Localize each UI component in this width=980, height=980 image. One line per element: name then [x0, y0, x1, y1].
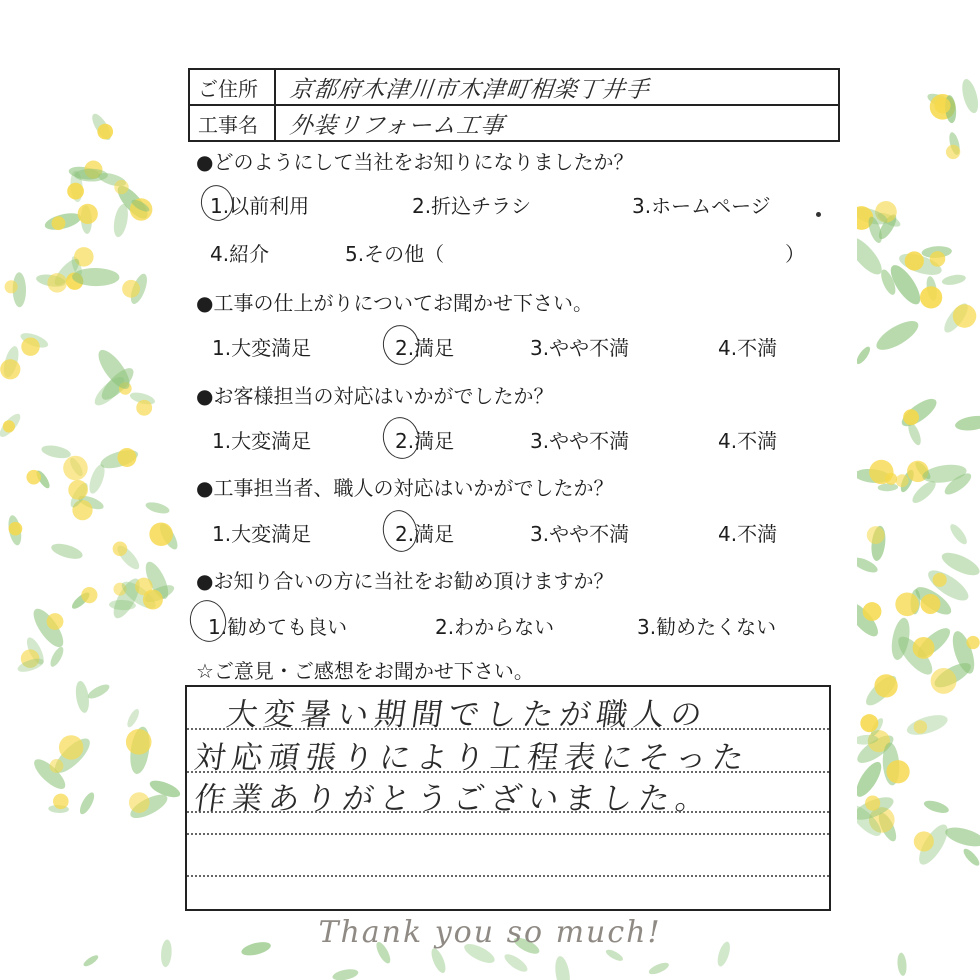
- address-label: ご住所: [190, 70, 276, 104]
- flower-decoration: [136, 400, 152, 416]
- leaf-decoration: [947, 522, 969, 547]
- flower-decoration: [0, 359, 20, 379]
- flower-decoration: [920, 594, 940, 614]
- q1-option-2: 2.折込チラシ: [412, 194, 532, 218]
- leaf-decoration: [48, 645, 66, 668]
- leaf-decoration: [50, 541, 85, 562]
- flower-decoration: [913, 637, 935, 659]
- stray-ink-dot: [816, 212, 821, 217]
- flower-decoration: [874, 674, 897, 697]
- flower-decoration: [896, 474, 909, 487]
- flower-decoration: [78, 204, 98, 224]
- address-row: [190, 70, 838, 106]
- comment-rule: [187, 875, 829, 877]
- flower-decoration: [50, 759, 64, 773]
- leaf-decoration: [331, 967, 359, 980]
- q4-option-2: 2.満足: [395, 522, 455, 546]
- flower-decoration: [126, 729, 152, 755]
- q4-option-4: 4.不満: [718, 522, 778, 546]
- flower-decoration: [53, 794, 69, 810]
- flower-decoration: [935, 97, 951, 113]
- question-3: ●お客様担当の対応はいかがでしたか？: [196, 384, 554, 408]
- leaf-decoration: [647, 960, 670, 976]
- comments-heading: ☆ご意見・ご感想をお聞かせ下さい。: [196, 659, 534, 683]
- flower-decoration: [5, 280, 18, 293]
- q5-option-3: 3.勧めたくない: [637, 615, 777, 639]
- q1-option-4: 4.紹介: [210, 242, 270, 266]
- address-value: 京都府木津川市木津町相楽丁井手: [288, 76, 652, 103]
- flower-decoration: [67, 183, 84, 200]
- q1-option-5: 5.その他（: [345, 242, 445, 266]
- flower-decoration: [97, 124, 113, 140]
- flower-decoration: [59, 735, 83, 759]
- q3-option-1: 1.大変満足: [212, 429, 312, 453]
- work-name-row: [190, 106, 838, 140]
- leaf-decoration: [954, 414, 980, 433]
- flower-decoration: [905, 251, 924, 270]
- flower-decoration: [903, 409, 919, 425]
- flower-decoration: [47, 613, 64, 630]
- leaf-decoration: [502, 951, 530, 975]
- leaf-decoration: [943, 824, 980, 850]
- leaf-decoration: [898, 394, 941, 431]
- thank-you-script: Thank you so much!: [318, 915, 662, 950]
- leaf-decoration: [553, 955, 572, 980]
- flower-decoration: [966, 636, 979, 649]
- flower-decoration: [68, 480, 88, 500]
- leaf-decoration: [144, 500, 170, 515]
- q2-option-4: 4.不満: [718, 336, 778, 360]
- q1-option-3: 3.ホームページ: [632, 194, 771, 218]
- work-name-value: 外装リフォーム工事: [288, 112, 506, 139]
- leaf-decoration: [82, 953, 100, 968]
- flower-decoration: [953, 304, 977, 328]
- q4-option-1: 1.大変満足: [212, 522, 312, 546]
- flower-decoration: [52, 216, 66, 230]
- leaf-decoration: [961, 847, 980, 869]
- flower-decoration: [149, 522, 173, 546]
- leaf-decoration: [878, 483, 899, 492]
- flower-decoration: [931, 668, 957, 694]
- flower-decoration: [117, 448, 136, 467]
- flower-decoration: [63, 456, 88, 481]
- leaf-decoration: [959, 77, 980, 114]
- leaf-decoration: [77, 790, 97, 816]
- q2-option-2: 2.満足: [395, 336, 455, 360]
- q3-option-2: 2.満足: [395, 429, 455, 453]
- flower-decoration: [9, 522, 23, 536]
- comment-line-2: 対応頑張りにより工程表にそった: [191, 740, 753, 776]
- flower-decoration: [114, 180, 128, 194]
- q2-option-3: 3.やや不満: [530, 336, 630, 360]
- leaf-decoration: [905, 711, 950, 739]
- leaf-decoration: [40, 443, 72, 460]
- flower-decoration: [920, 286, 942, 308]
- question-4: ●工事担当者、職人の対応はいかがでしたか？: [196, 476, 614, 500]
- flower-decoration: [3, 420, 15, 432]
- flower-decoration: [914, 720, 927, 733]
- flower-decoration: [865, 796, 880, 811]
- customer-info-table: [188, 68, 840, 142]
- q1-option-5-close: ）: [785, 242, 805, 266]
- flower-decoration: [122, 280, 140, 298]
- flower-decoration: [885, 473, 897, 485]
- flower-decoration: [81, 587, 97, 603]
- work-name-label: 工事名: [190, 106, 276, 140]
- leaf-decoration: [125, 707, 141, 728]
- leaf-decoration: [86, 682, 112, 701]
- q2-option-1: 1.大変満足: [212, 336, 312, 360]
- comment-line-1: 大変暑い期間でしたが職人の: [223, 697, 711, 733]
- comment-rule: [187, 833, 829, 835]
- question-1: ●どのようにして当社をお知りになりましたか？: [196, 150, 634, 174]
- flower-decoration: [47, 273, 67, 293]
- flower-decoration: [26, 470, 41, 485]
- comments-box: [185, 685, 831, 911]
- q5-option-1: 1.勧めても良い: [208, 615, 348, 639]
- leaf-decoration: [897, 952, 908, 976]
- flower-decoration: [863, 602, 882, 621]
- q3-option-3: 3.やや不満: [530, 429, 630, 453]
- flower-decoration: [143, 590, 163, 610]
- flower-decoration: [946, 145, 960, 159]
- leaf-decoration: [429, 946, 449, 974]
- q4-option-3: 3.やや不満: [530, 522, 630, 546]
- q1-option-1: 1.以前利用: [210, 194, 310, 218]
- flower-decoration: [886, 760, 909, 783]
- flower-decoration: [113, 541, 128, 556]
- comment-line-3: 作業ありがとうございました。: [191, 781, 716, 817]
- flower-decoration: [860, 714, 878, 732]
- leaf-decoration: [941, 273, 967, 287]
- flower-decoration: [914, 831, 934, 851]
- q5-option-2: 2.わからない: [435, 615, 555, 639]
- q3-option-4: 4.不満: [718, 429, 778, 453]
- flower-decoration: [895, 593, 919, 617]
- leaf-decoration: [923, 798, 951, 815]
- leaf-decoration: [872, 315, 922, 355]
- flower-decoration: [930, 251, 946, 267]
- flower-decoration: [933, 573, 947, 587]
- question-2: ●工事の仕上がりについてお聞かせ下さい。: [196, 291, 594, 315]
- flower-decoration: [129, 792, 150, 813]
- question-5: ●お知り合いの方に当社をお勧め頂けますか？: [196, 569, 614, 593]
- flower-decoration: [867, 526, 885, 544]
- flower-decoration: [21, 337, 39, 355]
